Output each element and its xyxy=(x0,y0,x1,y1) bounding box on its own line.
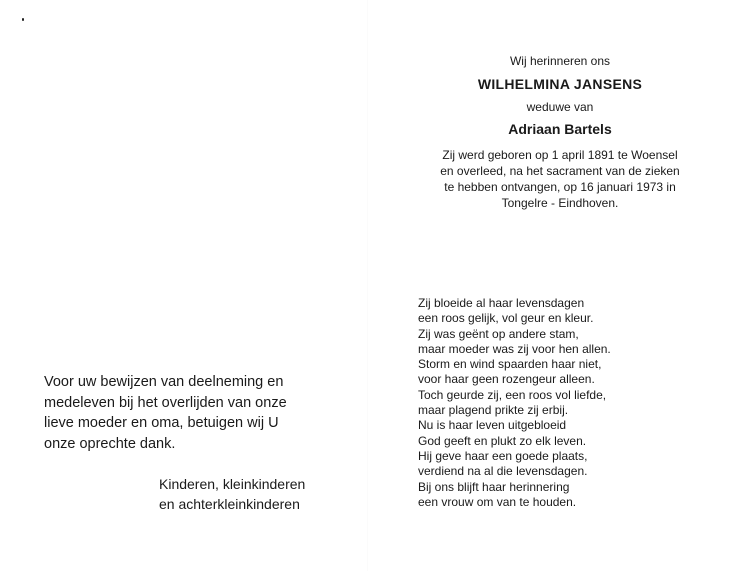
poem-line: Hij geve haar een goede plaats, xyxy=(418,448,588,463)
memorial-header xyxy=(415,54,705,211)
bio-line: Tongelre - Eindhoven. xyxy=(501,196,619,210)
signature xyxy=(159,474,359,514)
thanks-line: medeleven bij het overlijden van onze xyxy=(44,394,287,411)
biography xyxy=(415,147,705,211)
poem-line: Zij bloeide al haar levensdagen xyxy=(418,296,585,310)
poem-line: Bij ons blijft haar herinnering xyxy=(418,479,570,494)
intro-text: Wij herinneren ons xyxy=(509,54,611,68)
poem-line: voor haar geen rozengeur alleen. xyxy=(418,372,595,387)
poem-line: verdiend na al die levensdagen. xyxy=(418,464,588,479)
thanks-line: Voor uw bewijzen van deelneming en xyxy=(44,374,284,390)
thanks-line: lieve moeder en oma, betuigen wij U xyxy=(44,415,279,431)
bio-line: en overleed, na het sacrament van de zieken xyxy=(440,164,680,178)
signature-line: Kinderen, kleinkinderen xyxy=(159,476,306,492)
bio-line: te hebben ontvangen, op 16 januari 1973 in xyxy=(444,180,676,194)
thanks-message xyxy=(44,372,344,454)
signature-line: en achterkleinkinderen xyxy=(159,496,300,512)
poem-line: Toch geurde zij, een roos vol liefde, xyxy=(418,387,607,402)
husband-name: Adriaan Bartels xyxy=(508,121,612,137)
deceased-name: WILHELMINA JANSENS xyxy=(477,76,643,92)
poem-line: Nu is haar leven uitgebloeid xyxy=(418,418,567,433)
relation-text: weduwe van xyxy=(526,100,594,114)
poem-line: maar plagend prikte zij erbij. xyxy=(418,403,569,418)
poem-line: een roos gelijk, vol geur en kleur. xyxy=(418,311,594,326)
bio-line: Zij werd geboren op 1 april 1891 te Woensel xyxy=(442,148,678,162)
poem-line: een vrouw om van te houden. xyxy=(418,494,577,509)
ink-speck xyxy=(22,18,24,21)
poem xyxy=(418,296,718,510)
poem-line: God geeft en plukt zo elk leven. xyxy=(418,433,587,448)
poem-line: Zij was geënt op andere stam, xyxy=(418,326,579,341)
thanks-line: onze oprechte dank. xyxy=(44,435,176,452)
poem-line: Storm en wind spaarden haar niet, xyxy=(418,357,602,372)
poem-line: maar moeder was zij voor hen allen. xyxy=(418,341,611,356)
card-fold xyxy=(367,0,368,571)
